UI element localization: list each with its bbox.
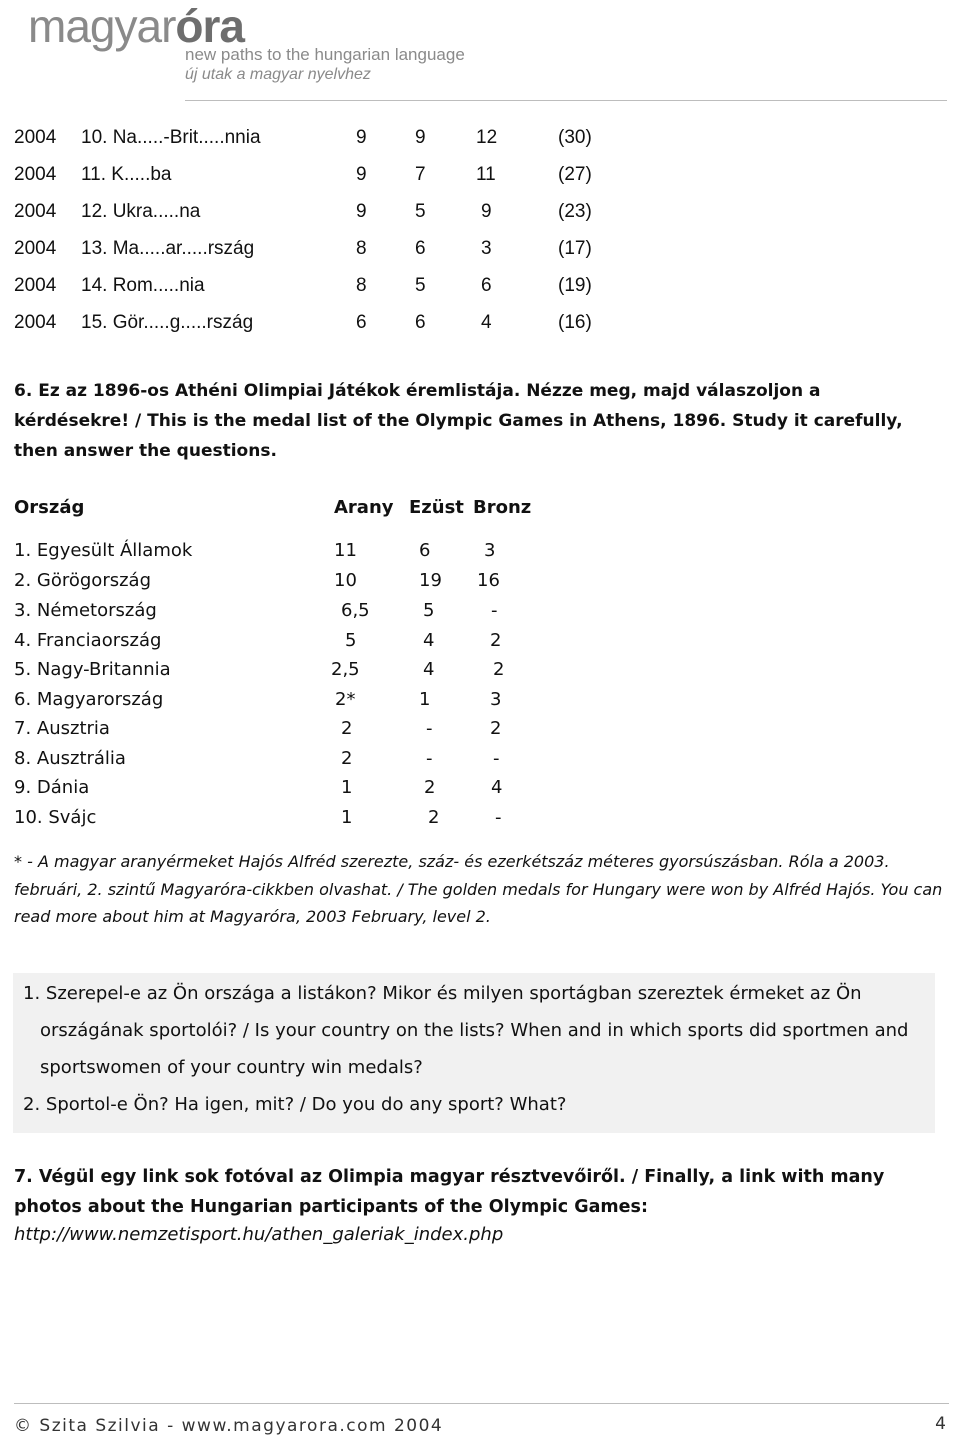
silver-count: 19 xyxy=(419,570,442,591)
table-row xyxy=(0,718,960,748)
table-row xyxy=(0,630,960,660)
section-7-text: 7. Végül egy link sok fotóval az Olimpia magyar résztvevőiről. / Finally, a link with many photos about the Hungarian participants of the Olympic Games: xyxy=(14,1167,885,1217)
footer-divider xyxy=(14,1403,949,1404)
bronze-count: 2 xyxy=(490,718,502,739)
ranking-country: 12. Ukra.....na xyxy=(81,201,201,222)
country-name: 3. Németország xyxy=(14,600,157,621)
ranking-year: 2004 xyxy=(14,127,57,148)
ranking-silver: 9 xyxy=(415,127,426,148)
section-6-instructions: 6. Ez az 1896-os Athéni Olimpiai Játékok éremlistája. Nézze meg, majd válaszoljon a kérdésekre! / This is the medal list of the Olympic Games in Athens, 1896. Study it carefully, then answer the questions. xyxy=(14,381,903,461)
ranking-gold: 9 xyxy=(356,127,367,148)
bronze-count: 3 xyxy=(490,689,502,710)
country-name: 2. Görögország xyxy=(14,570,151,591)
ranking-country: 13. Ma.....ar.....rszág xyxy=(81,238,255,259)
ranking-row xyxy=(0,164,960,201)
question-1 xyxy=(23,975,923,1086)
gold-count: 1 xyxy=(341,777,353,798)
ranking-gold: 9 xyxy=(356,164,367,185)
country-name: 9. Dánia xyxy=(14,777,90,798)
ranking-country: 14. Rom.....nia xyxy=(81,275,205,296)
question-2: 2. Sportol-e Ön? Ha igen, mit? / Do you do any sport? What? xyxy=(23,1094,567,1115)
country-name: 8. Ausztrália xyxy=(14,748,126,769)
bronze-count: 16 xyxy=(477,570,500,591)
bronze-count: - xyxy=(491,600,498,621)
table-row xyxy=(0,570,960,600)
country-name: 1. Egyesült Államok xyxy=(14,540,193,561)
logo-text-main: magyar xyxy=(28,0,176,52)
ranking-row xyxy=(0,275,960,312)
bronze-count: 2 xyxy=(490,630,502,651)
footer-copyright: © Szita Szilvia - www.magyarora.com 2004 xyxy=(14,1416,444,1436)
header-country: Ország xyxy=(14,497,85,518)
ranking-gold: 6 xyxy=(356,312,367,333)
table-row xyxy=(0,659,960,689)
silver-count: 4 xyxy=(423,659,435,680)
silver-count: 1 xyxy=(419,689,431,710)
tagline-english: new paths to the hungarian language xyxy=(185,45,465,64)
bronze-count: 2 xyxy=(493,659,505,680)
page-number: 4 xyxy=(935,1414,946,1434)
country-name: 4. Franciaország xyxy=(14,630,162,651)
ranking-silver: 7 xyxy=(415,164,426,185)
ranking-silver: 6 xyxy=(415,238,426,259)
tagline-hungarian: új utak a magyar nyelvhez xyxy=(185,66,371,83)
gold-count: 11 xyxy=(334,540,357,561)
country-name: 5. Nagy-Britannia xyxy=(14,659,171,680)
bronze-count: - xyxy=(495,807,502,828)
question-1-first-line: 1. Szerepel-e az Ön országa a listákon? Mikor és milyen sportágban szereztek érmeket az Ön xyxy=(23,983,862,1004)
header-silver: Ezüst xyxy=(409,497,464,518)
bronze-count: 4 xyxy=(491,777,503,798)
ranking-total: (23) xyxy=(558,201,592,222)
gallery-link[interactable]: http://www.nemzetisport.hu/athen_galeriak_index.php xyxy=(14,1224,504,1245)
medal-table-header xyxy=(0,497,960,525)
silver-count: 2 xyxy=(424,777,436,798)
silver-count: 2 xyxy=(428,807,440,828)
silver-count: 5 xyxy=(423,600,435,621)
country-name: 7. Ausztria xyxy=(14,718,110,739)
ranking-bronze: 6 xyxy=(481,275,492,296)
ranking-bronze: 4 xyxy=(481,312,492,333)
country-name: 6. Magyarország xyxy=(14,689,164,710)
medal-footnote: * - A magyar aranyérmeket Hajós Alfréd szerezte, száz- és ezerkétszáz méteres gyorsúszásban. Róla a 2003. februári, 2. szintű Magyaróra-cikkben olvashat. / The golden medals for Hungary were won by Alfréd Hajós. You can read more about him at Magyaróra, 2003 February, level 2. xyxy=(14,852,943,926)
ranking-gold: 8 xyxy=(356,238,367,259)
table-row xyxy=(0,540,960,570)
ranking-total: (16) xyxy=(558,312,592,333)
ranking-country: 10. Na.....-Brit.....nnia xyxy=(81,127,261,148)
bronze-count: - xyxy=(493,748,500,769)
header-divider xyxy=(185,100,947,101)
silver-count: 4 xyxy=(423,630,435,651)
silver-count: 6 xyxy=(419,540,431,561)
ranking-bronze: 12 xyxy=(476,127,498,148)
ranking-year: 2004 xyxy=(14,164,57,185)
ranking-bronze: 9 xyxy=(481,201,492,222)
ranking-year: 2004 xyxy=(14,275,57,296)
table-row xyxy=(0,777,960,807)
ranking-total: (19) xyxy=(558,275,592,296)
ranking-total: (17) xyxy=(558,238,592,259)
ranking-total: (27) xyxy=(558,164,592,185)
table-row xyxy=(0,807,960,837)
table-row xyxy=(0,748,960,778)
ranking-country: 11. K.....ba xyxy=(81,164,172,185)
question-1-continuation: országának sportolói? / Is your country on the lists? When and in which sports did sportmen and sportswomen of your country win medals? xyxy=(40,1020,909,1078)
ranking-silver: 5 xyxy=(415,275,426,296)
ranking-row xyxy=(0,312,960,349)
questions-box xyxy=(13,973,935,1133)
ranking-total: (30) xyxy=(558,127,592,148)
ranking-year: 2004 xyxy=(14,312,57,333)
ranking-bronze: 11 xyxy=(476,164,496,185)
gold-count: 5 xyxy=(345,630,357,651)
silver-count: - xyxy=(426,748,433,769)
country-name: 10. Svájc xyxy=(14,807,97,828)
ranking-year: 2004 xyxy=(14,201,57,222)
bronze-count: 3 xyxy=(484,540,496,561)
ranking-silver: 5 xyxy=(415,201,426,222)
header-bronze: Bronz xyxy=(473,497,532,518)
gold-count: 2,5 xyxy=(331,659,360,680)
logo-text-accent: óra xyxy=(175,0,244,52)
table-row xyxy=(0,689,960,719)
ranking-row xyxy=(0,238,960,275)
gold-count: 6,5 xyxy=(341,600,370,621)
ranking-year: 2004 xyxy=(14,238,57,259)
table-row xyxy=(0,600,960,630)
page-header xyxy=(0,0,960,102)
ranking-country: 15. Gör.....g.....rszág xyxy=(81,312,254,333)
ranking-bronze: 3 xyxy=(481,238,492,259)
gold-count: 2* xyxy=(335,689,356,710)
ranking-gold: 8 xyxy=(356,275,367,296)
ranking-gold: 9 xyxy=(356,201,367,222)
gold-count: 1 xyxy=(341,807,353,828)
gold-count: 10 xyxy=(334,570,357,591)
ranking-row xyxy=(0,127,960,164)
silver-count: - xyxy=(426,718,433,739)
gold-count: 2 xyxy=(341,748,353,769)
gold-count: 2 xyxy=(341,718,353,739)
ranking-row xyxy=(0,201,960,238)
header-gold: Arany xyxy=(334,497,394,518)
ranking-silver: 6 xyxy=(415,312,426,333)
